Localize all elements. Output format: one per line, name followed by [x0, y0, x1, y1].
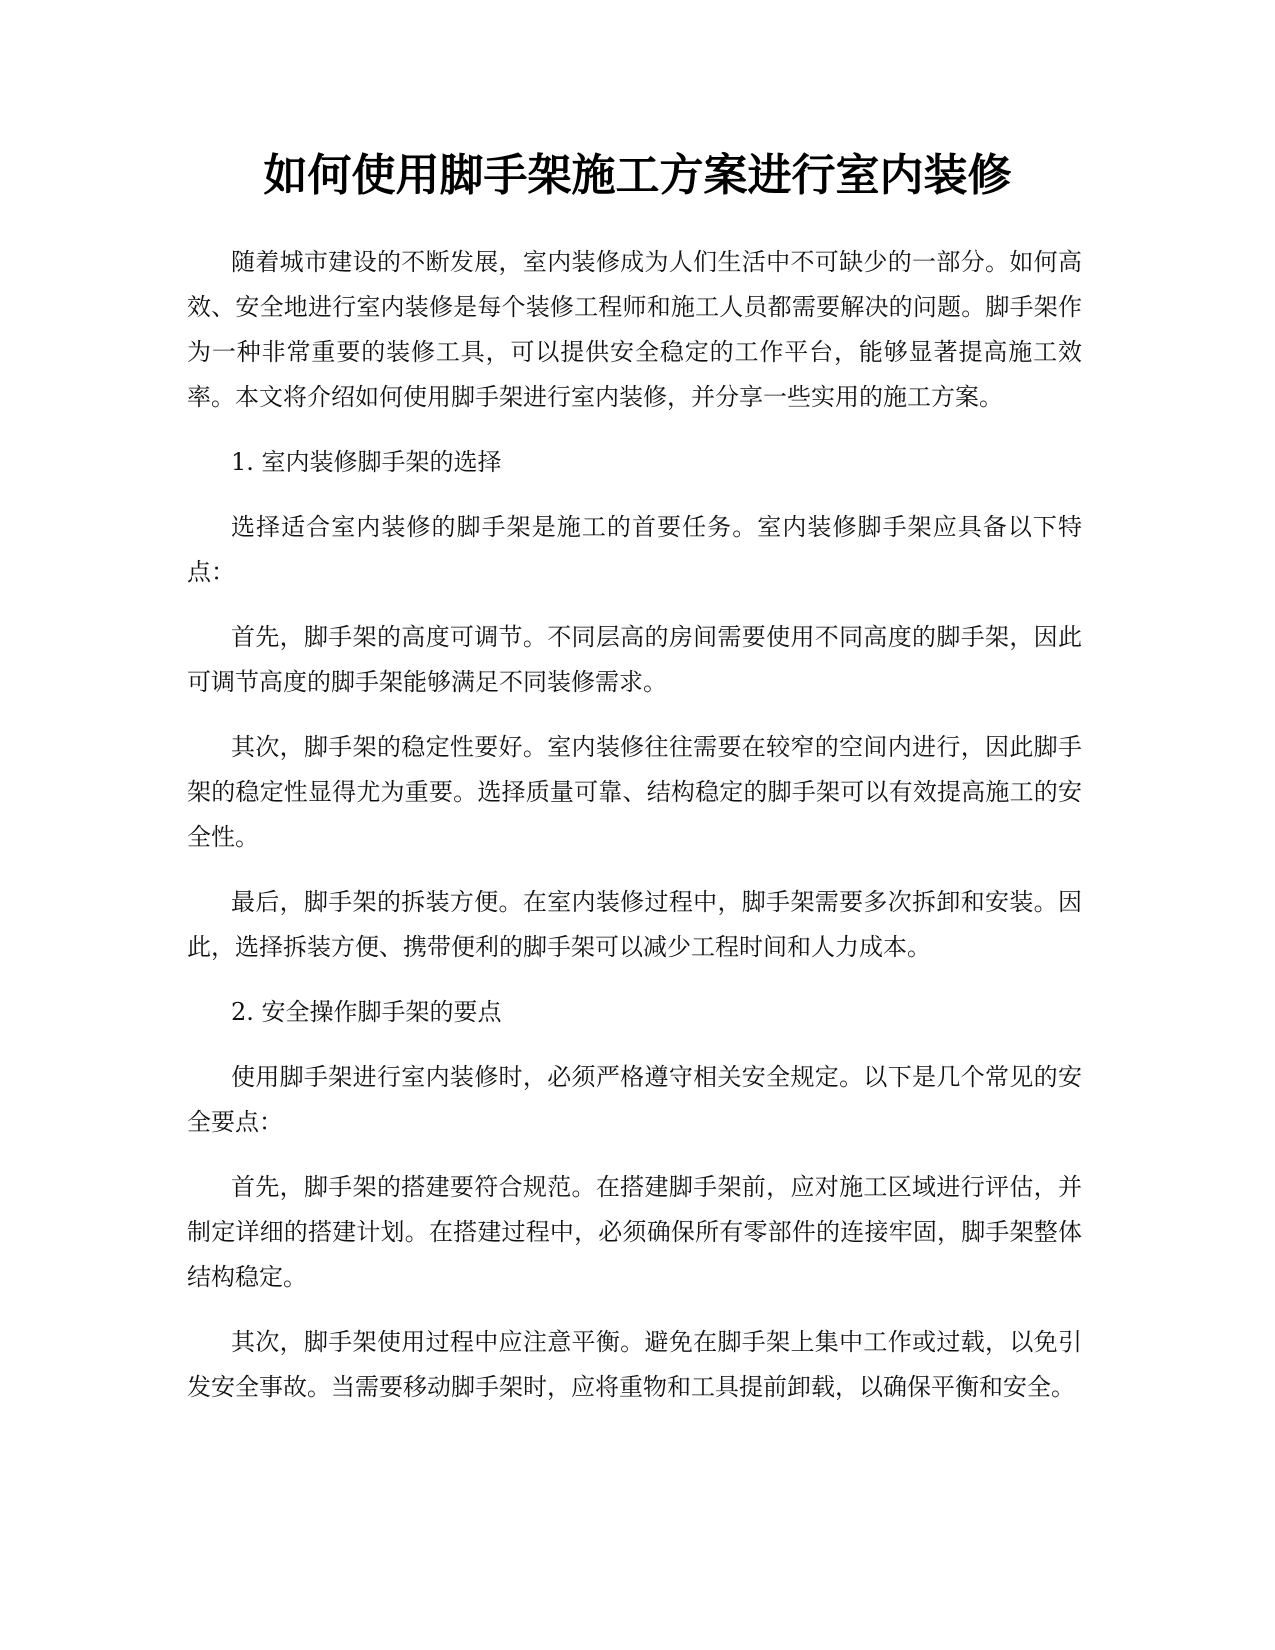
paragraph: 首先，脚手架的搭建要符合规范。在搭建脚手架前，应对施工区域进行评估，并制定详细的搭建计划。在搭建过程中，必须确保所有零部件的连接牢固，脚手架整体结构稳定。: [187, 1173, 1082, 1291]
page-title: 如何使用脚手架施工方案进行室内装修: [263, 150, 1012, 201]
paragraph: 使用脚手架进行室内装修时，必须严格遵守相关安全规定。以下是几个常见的安全要点：: [187, 1063, 1082, 1136]
paragraph: 首先，脚手架的高度可调节。不同层高的房间需要使用不同高度的脚手架，因此可调节高度的脚手架能够满足不同装修需求。: [187, 623, 1082, 696]
intro-paragraph: 随着城市建设的不断发展，室内装修成为人们生活中不可缺少的一部分。如何高效、安全地进行室内装修是每个装修工程师和施工人员都需要解决的问题。脚手架作为一种非常重要的装修工具，可以提供安全稳定的工作平台，能够显著提高施工效率。本文将介绍如何使用脚手架进行室内装修，并分享一些实用的施工方案。: [187, 248, 1082, 411]
paragraph: 其次，脚手架使用过程中应注意平衡。避免在脚手架上集中工作或过载，以免引发安全事故。当需要移动脚手架时，应将重物和工具提前卸载，以确保平衡和安全。: [187, 1328, 1082, 1401]
paragraph: 其次，脚手架的稳定性要好。室内装修往往需要在较窄的空间内进行，因此脚手架的稳定性显得尤为重要。选择质量可靠、结构稳定的脚手架可以有效提高施工的安全性。: [187, 733, 1082, 851]
section-heading-2: 2. 安全操作脚手架的要点: [231, 998, 502, 1026]
section-heading-1: 1. 室内装修脚手架的选择: [231, 448, 502, 476]
paragraph: 选择适合室内装修的脚手架是施工的首要任务。室内装修脚手架应具备以下特点：: [187, 513, 1082, 586]
document-body: [187, 240, 1082, 1430]
paragraph: 最后，脚手架的拆装方便。在室内装修过程中，脚手架需要多次拆卸和安装。因此，选择拆装方便、携带便利的脚手架可以减少工程时间和人力成本。: [187, 888, 1082, 961]
